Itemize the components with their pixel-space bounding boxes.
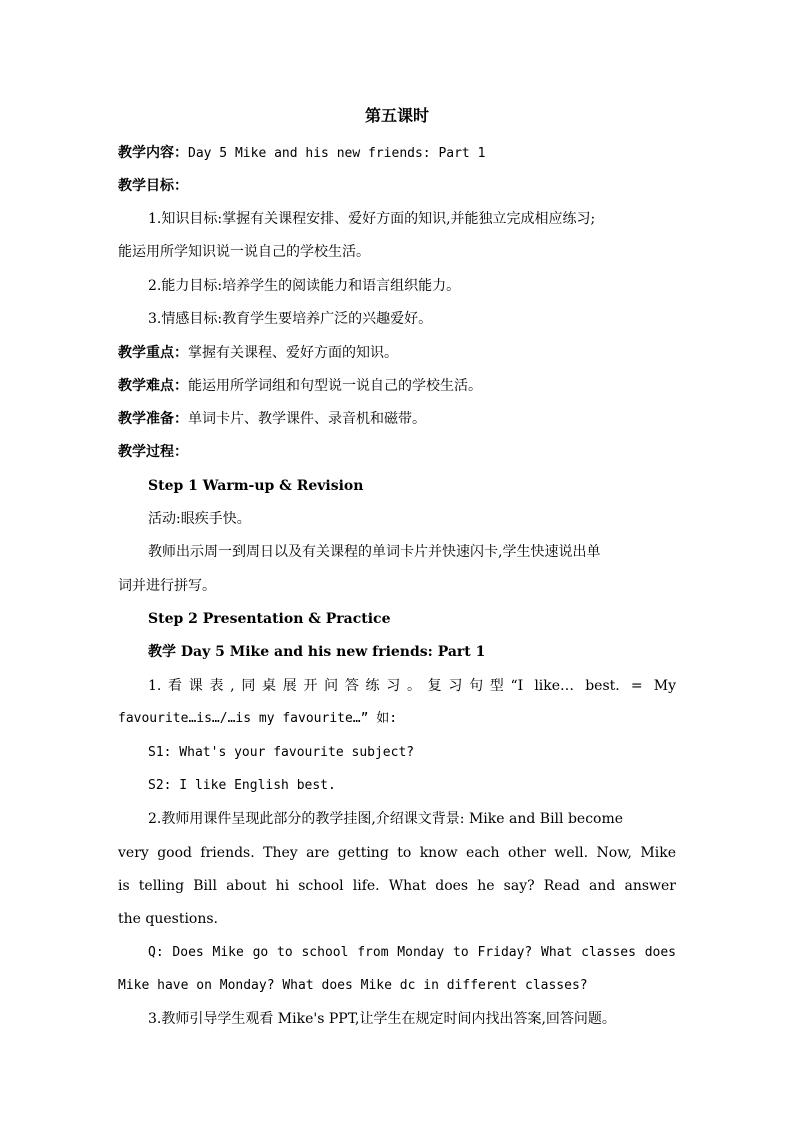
objective-1-line-1: 1.知识目标:掌握有关课程安排、爱好方面的知识,并能独立完成相应练习; bbox=[148, 211, 596, 227]
dialogue-s2: S2: I like English best. bbox=[148, 778, 336, 793]
difficulties-row bbox=[118, 377, 678, 395]
step2-item2-line-1: 2.教师用课件呈现此部分的教学挂图,介绍课文背景: Mike and Bill become bbox=[148, 811, 624, 827]
difficulties-value: 能运用所学词组和句型说一说自己的学校生活。 bbox=[188, 378, 482, 394]
question-line-1: Q: Does Mike go to school from Monday to Friday? What classes does bbox=[148, 945, 676, 960]
preparation-label: 教学准备： bbox=[118, 411, 188, 427]
step2-item1-line-2: favourite…is…/…is my favourite…” 如: bbox=[118, 711, 398, 726]
preparation-value: 单词卡片、教学课件、录音机和磁带。 bbox=[188, 411, 426, 427]
objective-2: 2.能力目标:培养学生的阅读能力和语言组织能力。 bbox=[148, 278, 461, 294]
key-points-row bbox=[118, 344, 678, 362]
question-line-2: Mike have on Monday? What does Mike dc in different classes? bbox=[118, 978, 588, 993]
process-label: 教学过程： bbox=[118, 444, 188, 460]
step1-desc-line-2: 词并进行拼写。 bbox=[118, 578, 216, 594]
step2-item2-line-3: is telling Bill about hi school life. What does he say? Read and answer bbox=[118, 878, 676, 894]
step2-item2-line-2: very good friends. They are getting to know each other well. Now, Mike bbox=[118, 845, 676, 861]
content-label: 教学内容： bbox=[118, 145, 188, 161]
step2-item2-line-4: the questions. bbox=[118, 911, 219, 927]
step2-heading: Step 2 Presentation & Practice bbox=[148, 611, 391, 627]
step2-item1-line-1: 1.看课表,同桌展开问答练习。复习句型“I like… best. = My bbox=[148, 678, 676, 694]
step1-desc-line-1: 教师出示周一到周日以及有关课程的单词卡片并快速闪卡,学生快速说出单 bbox=[148, 544, 601, 560]
content-row bbox=[118, 144, 678, 163]
step1-activity: 活动:眼疾手快。 bbox=[148, 511, 251, 527]
objective-1-line-2: 能运用所学知识说一说自己的学校生活。 bbox=[118, 244, 370, 260]
difficulties-label: 教学难点： bbox=[118, 378, 188, 394]
step2-item3: 3.教师引导学生观看 Mike's PPT,让学生在规定时间内找出答案,回答问题。 bbox=[148, 1011, 616, 1027]
step2-teach: 教学 Day 5 Mike and his new friends: Part 1 bbox=[148, 644, 486, 660]
dialogue-s1: S1: What's your favourite subject? bbox=[148, 745, 415, 760]
preparation-row bbox=[118, 410, 678, 428]
key-points-label: 教学重点： bbox=[118, 345, 188, 361]
content-value: Day 5 Mike and his new friends: Part 1 bbox=[188, 146, 486, 161]
objective-3: 3.情感目标:教育学生要培养广泛的兴趣爱好。 bbox=[148, 311, 433, 327]
objectives-label: 教学目标： bbox=[118, 178, 188, 194]
step1-heading: Step 1 Warm-up & Revision bbox=[148, 478, 364, 494]
page-title: 第五课时 bbox=[364, 106, 429, 125]
key-points-value: 掌握有关课程、爱好方面的知识。 bbox=[188, 345, 398, 361]
